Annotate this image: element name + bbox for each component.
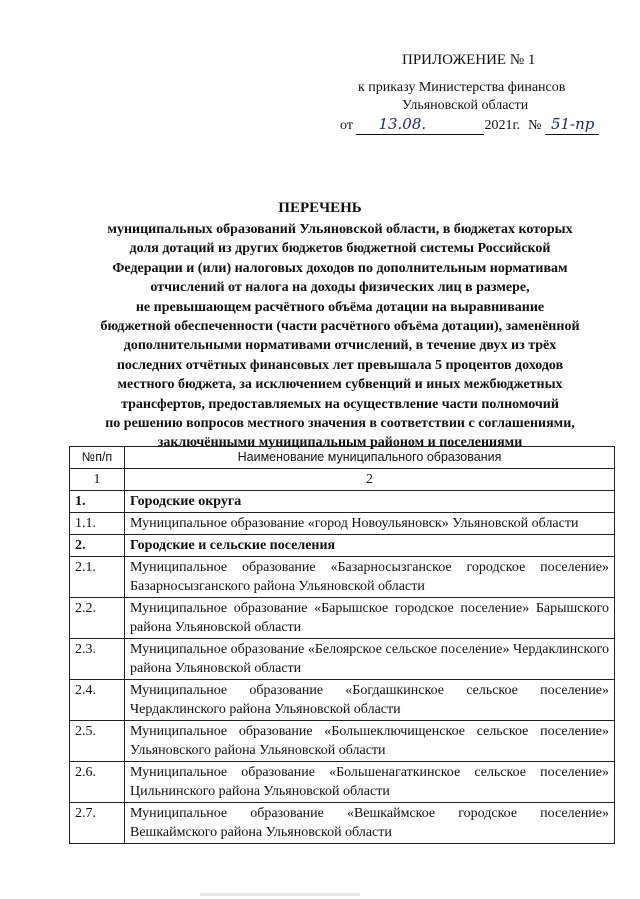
municipality-name: Муниципальное образование «город Новоульяновск» Ульяновской области (125, 513, 615, 535)
subtitle-line: местного бюджета, за исключением субвенций и иных межбюджетных (117, 377, 563, 393)
table-row (70, 680, 615, 721)
table-row (70, 598, 615, 639)
year-suffix: 2021г. (484, 118, 521, 133)
municipality-name: Муниципальное образование «Большеключищенское сельское поселение» Ульяновского района Ульяновской области (125, 721, 615, 762)
order-reference-line2: Ульяновской области (402, 98, 529, 113)
table-header-row (70, 447, 615, 469)
column-number-1: 1 (70, 469, 125, 491)
document-subtitle (70, 220, 610, 453)
subtitle-line: муниципальных образований Ульяновской области, в бюджетах которых (107, 222, 573, 237)
table-section-row (70, 491, 615, 513)
municipalities-table (69, 446, 615, 844)
row-number: 2. (70, 535, 125, 557)
municipality-name: Муниципальное образование «Белоярское сельское поселение» Чердаклинского района Ульяновской области (125, 639, 615, 680)
column-number-row (70, 469, 615, 491)
subtitle-line: не превышающем расчётного объёма дотации на выравнивание (135, 299, 545, 315)
municipality-name: Муниципальное образование «Богдашкинское сельское поселение» Чердаклинского района Ульяновской области (125, 680, 615, 721)
scan-artifact (200, 893, 360, 896)
table-row (70, 513, 615, 535)
subtitle-line: отчислений от налога на доходы физических лиц в размере, (150, 280, 530, 296)
table-row (70, 639, 615, 680)
row-number: 2.1. (70, 557, 125, 598)
subtitle-line: доля дотаций из других бюджетов бюджетной системы Российской (129, 241, 551, 257)
subtitle-line: заключёнными муниципальным районом и поселениями (157, 435, 523, 451)
subtitle-line: дополнительными нормативами отчислений, в течение двух из трёх (123, 338, 557, 354)
date-prefix: от (340, 118, 353, 133)
row-number: 2.2. (70, 598, 125, 639)
subtitle-line: последних отчётных финансовых лет превышала 5 процентов доходов (116, 357, 564, 373)
document-title: ПЕРЕЧЕНЬ (278, 200, 362, 216)
header-name: Наименование муниципального образования (125, 447, 615, 469)
row-number: 2.6. (70, 762, 125, 803)
table-row (70, 762, 615, 803)
handwritten-date: 13.08. (378, 115, 427, 133)
row-number: 2.4. (70, 680, 125, 721)
municipality-name: Муниципальное образование «Базарносызганское городское поселение» Базарносызганского района Ульяновской области (125, 557, 615, 598)
column-number-2: 2 (125, 469, 615, 491)
number-sign: № (528, 118, 542, 133)
order-date-line (340, 115, 599, 135)
row-number: 2.5. (70, 721, 125, 762)
subtitle-line: Федерации и (или) налоговых доходов по дополнительным нормативам (112, 260, 568, 276)
table-section-row (70, 535, 615, 557)
order-reference-line1: к приказу Министерства финансов (358, 80, 566, 95)
table-row (70, 721, 615, 762)
table-row (70, 803, 615, 844)
municipality-name: Муниципальное образование «Большенагаткинское сельское поселение» Цильнинского района Ульяновской области (125, 762, 615, 803)
table-row (70, 557, 615, 598)
municipality-name: Муниципальное образование «Барышское городское поселение» Барышского района Ульяновской области (125, 598, 615, 639)
municipality-name: Городские округа (125, 491, 615, 513)
subtitle-line: по решению вопросов местного значения в соответствии с соглашениями, (105, 416, 575, 432)
appendix-title: ПРИЛОЖЕНИЕ № 1 (402, 52, 536, 68)
municipality-name: Городские и сельские поселения (125, 535, 615, 557)
number-field (545, 115, 599, 135)
subtitle-line: бюджетной обеспеченности (части расчётного объёма дотации), заменённой (100, 319, 580, 335)
handwritten-number: 51-пр (550, 115, 595, 133)
date-field (356, 115, 484, 135)
row-number: 1. (70, 491, 125, 513)
subtitle-line: трансфертов, предоставляемых на осуществление части полномочий (121, 396, 559, 412)
row-number: 1.1. (70, 513, 125, 535)
row-number: 2.3. (70, 639, 125, 680)
municipality-name: Муниципальное образование «Вешкаймское городское поселение» Вешкаймского района Ульяновской области (125, 803, 615, 844)
header-number: №п/п (70, 447, 125, 469)
row-number: 2.7. (70, 803, 125, 844)
